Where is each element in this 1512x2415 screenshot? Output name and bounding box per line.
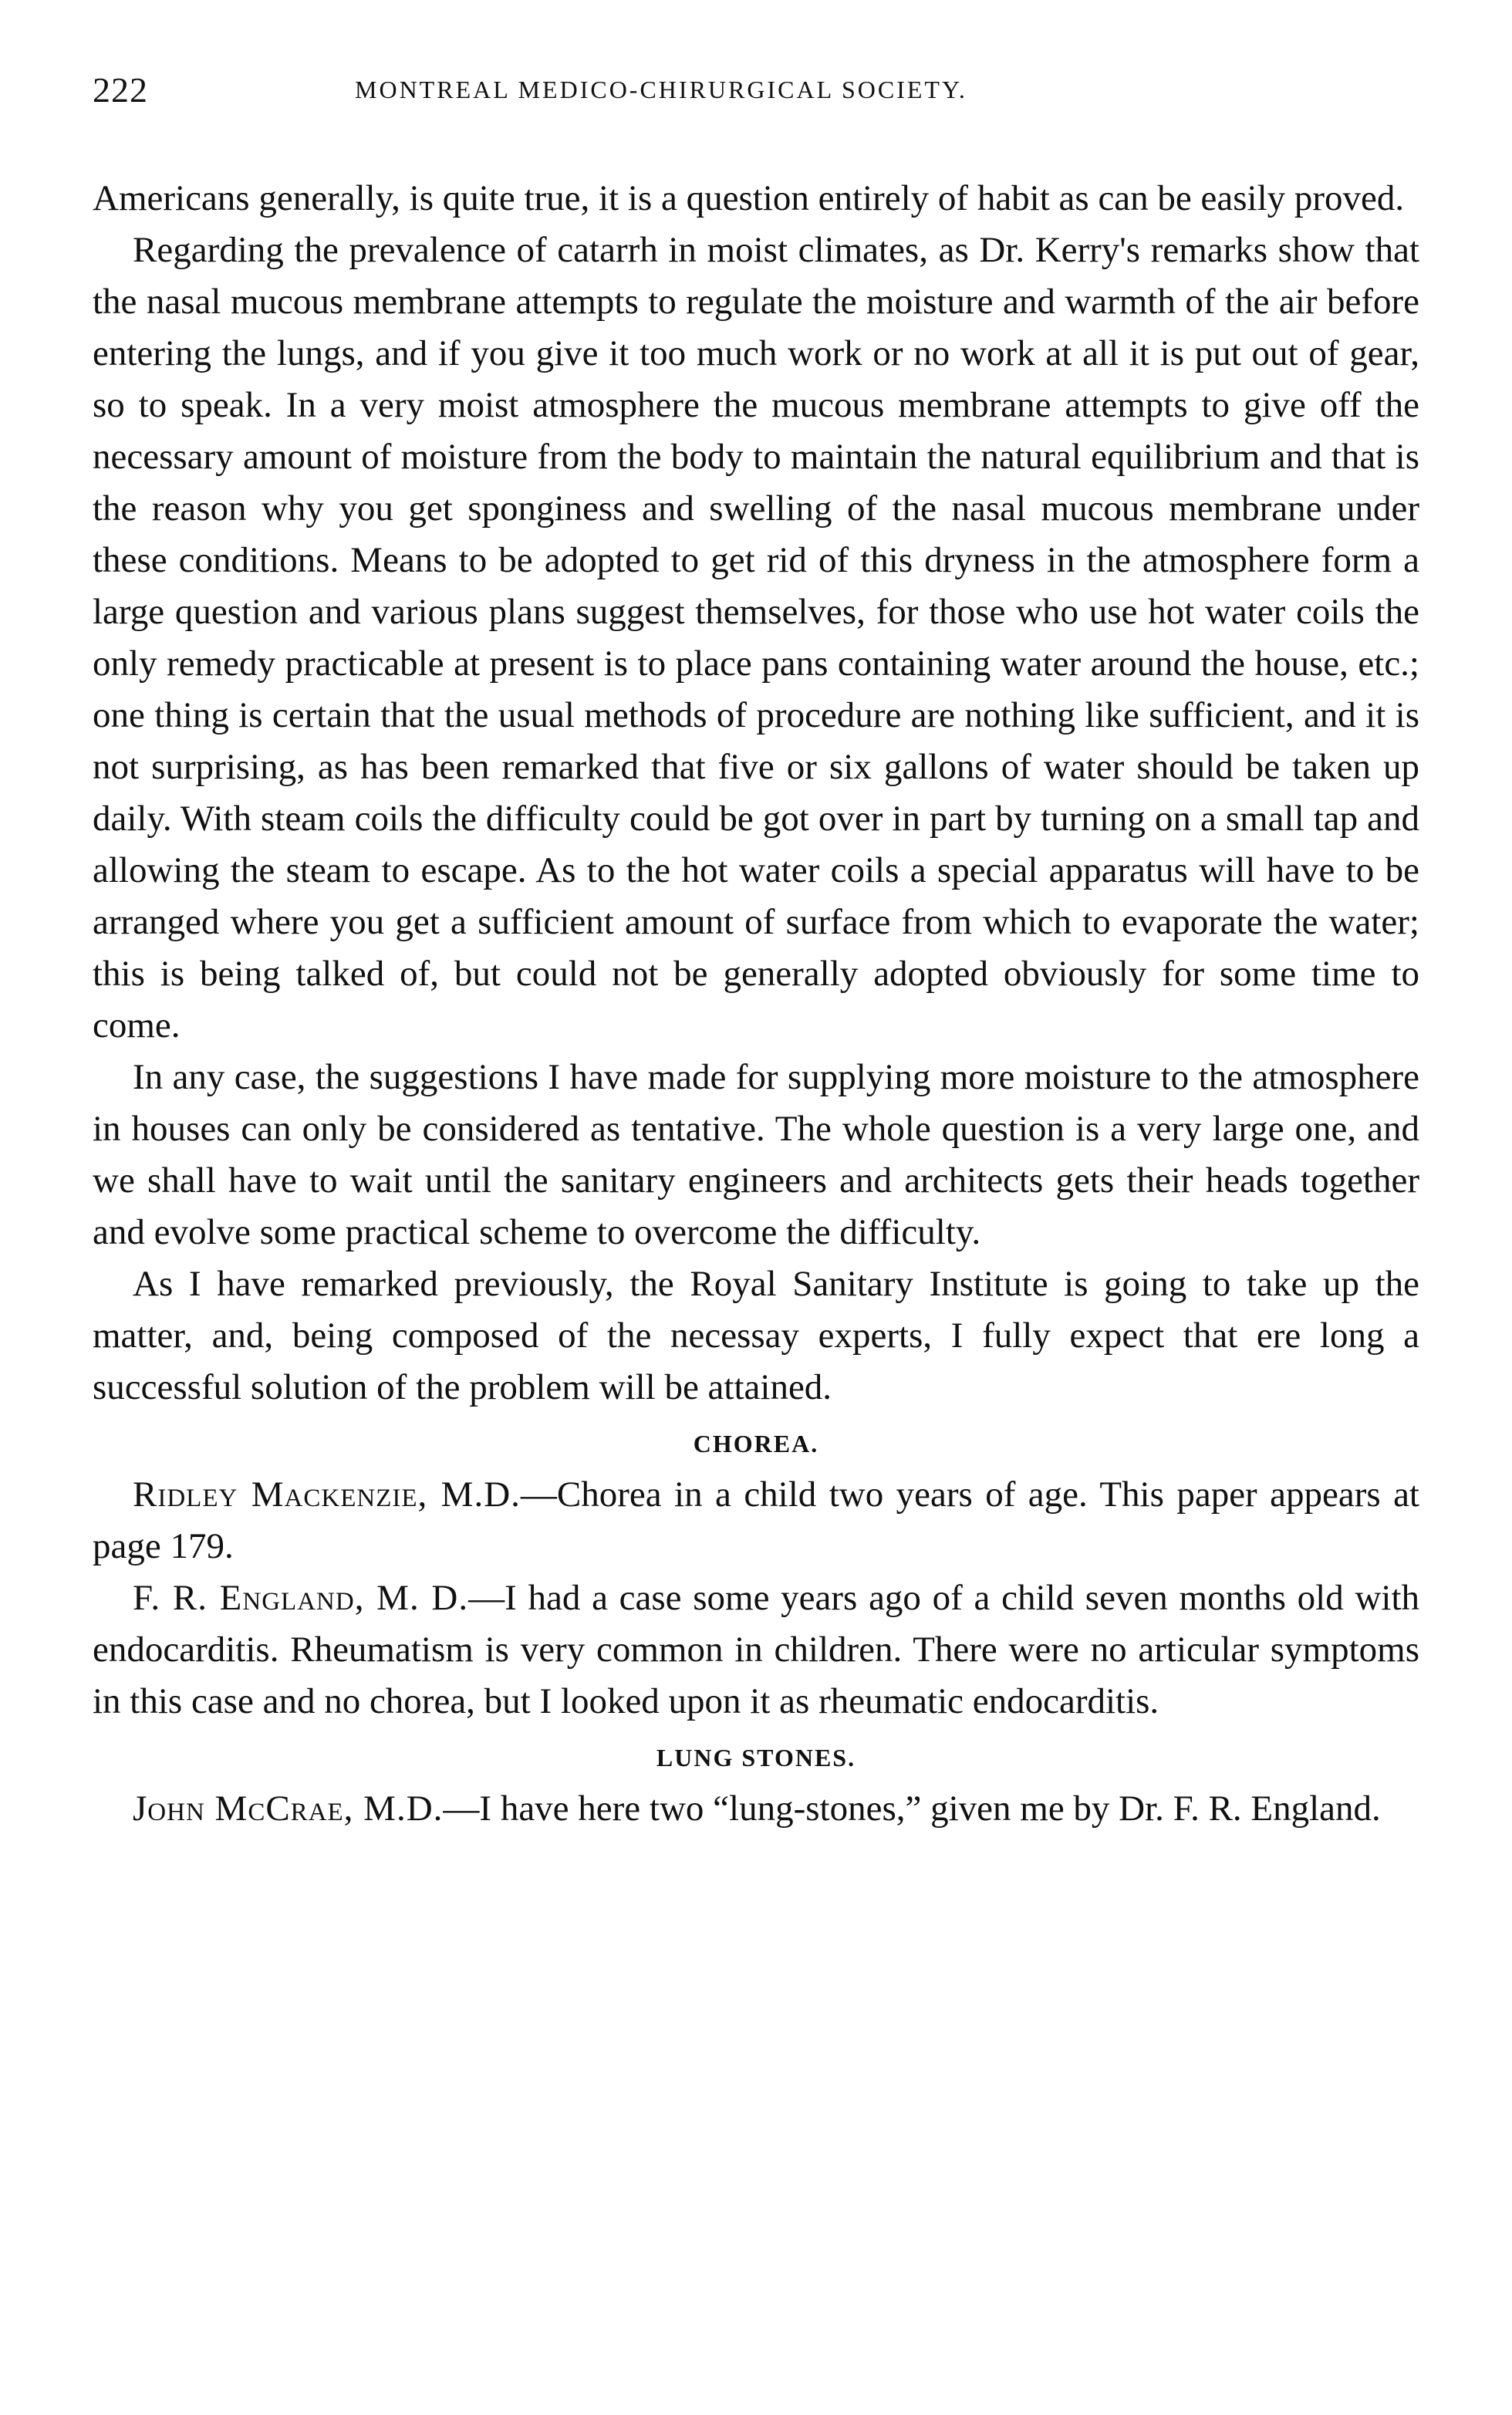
speaker-name: Ridley Mackenzie, M.D. [133,1474,521,1515]
discussion-entry [93,1572,1419,1728]
paragraph-sanitary-institute: As I have remarked previously, the Royal Sanitary Institute is going to take up the matter, and, being composed of the necessay experts, I fully expect that ere long a successful solution of the problem will be attained. [93,1264,1419,1407]
entry-text: —Chorea in a child two years of age. This paper appears at page 179. [93,1474,1419,1566]
discussion-entry [93,1469,1419,1572]
entry-text: —I had a case some years ago of a child seven months old with endocarditis. Rheumatism is very common in children. There were no articular symptoms in this case and no chorea, but I looked upon it as rheumatic endocarditis. [93,1578,1419,1721]
paragraph-catarrh: Regarding the prevalence of catarrh in moist climates, as Dr. Kerry's remarks show that the nasal mucous membrane attempts to regulate the moisture and warmth of the air before entering the lungs, and if you give it too much work or no work at all it is put out of gear, so to speak. In a very moist atmosphere the mucous membrane attempts to give off the necessary amount of moisture from the body to maintain the natural equilibrium and that is the reason why you get sponginess and swelling of the nasal mucous membrane under these conditions. Means to be adopted to get rid of this dryness in the atmosphere form a large question and various plans suggest themselves, for those who use hot water coils the only remedy practicable at present is to place pans containing water around the house, etc.; one thing is certain that the usual methods of procedure are nothing like sufficient, and it is not surprising, as has been remarked that five or six gallons of water should be taken up daily. With steam coils the difficulty could be got over in part by turning on a small tap and allowing the steam to escape. As to the hot water coils a special apparatus will have to be arranged where you get a sufficient amount of surface from which to evaporate the water; this is being talked of, but could not be generally adopted obviously for some time to come. [93,230,1419,1045]
running-head [93,69,1419,139]
section-heading-lung-stones: LUNG STONES. [656,1744,856,1772]
journal-title: MONTREAL MEDICO-CHIRURGICAL SOCIETY. [355,76,967,103]
body-text [93,173,1419,1835]
speaker-name: John McCrae, M.D. [133,1788,444,1829]
paragraph-tentative: In any case, the suggestions I have made for supplying more moisture to the atmosphere in houses can only be considered as tentative. The whole question is a very large one, and we shall have to wait until the sanitary engineers and architects gets their heads together and evolve some practical scheme to overcome the difficulty. [93,1057,1419,1252]
entry-text: —I have here two “lung-stones,” given me by Dr. F. R. England. [443,1788,1381,1829]
discussion-entry [93,1783,1419,1835]
section-heading-chorea: CHOREA. [693,1430,819,1457]
page-number: 222 [93,70,148,110]
book-page [93,69,1419,1835]
speaker-name: F. R. England, M. D. [133,1578,469,1618]
paragraph-continued: Americans generally, is quite true, it is a question entirely of habit as can be easily proved. [93,178,1405,218]
